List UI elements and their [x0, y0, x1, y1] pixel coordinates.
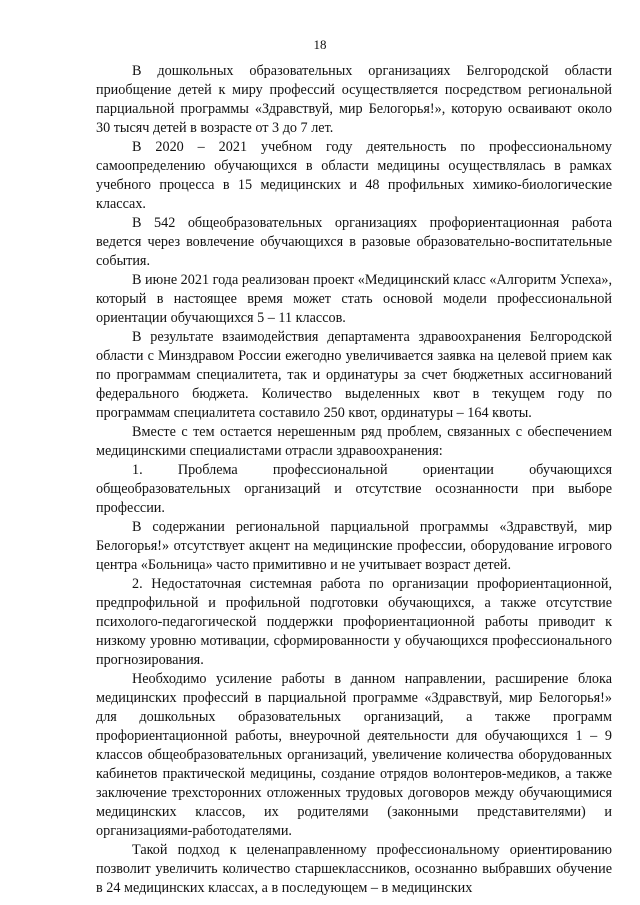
paragraph-preschool-programs: В дошкольных образовательных организациях Белгородской области приобщение детей к миру профессий осуществляется посредством региональной парциальной программы «Здравствуй, мир Белогорья!», которую осваивают около 30 тысяч детей в возрасте от 3 до 7 лет.	[96, 63, 612, 136]
body-text	[96, 62, 612, 898]
paragraph-problem-2: 2. Недостаточная системная работа по организации профориентационной, предпрофильной и профильной подготовки обучающихся, а также отсутствие психолого-педагогической поддержки профориентационной работы приводит к низкому уровню мотивации, сформированности у обучающихся профессионального прогнозирования.	[96, 576, 612, 668]
paragraph-career-guidance: В 542 общеобразовательных организациях профориентационная работа ведется через вовлечение обучающихся в разовые образовательно-воспитательные события.	[96, 215, 612, 269]
paragraph-targeted-admission: В результате взаимодействия департамента здравоохранения Белгородской области с Минздравом России ежегодно увеличивается заявка на целевой прием как по программам специалитета, так и ординатуры за счет бюджетных ассигнований федерального бюджета. Количество выделенных квот в текущем году по программам специалитета составило 250 квот, ординатуры – 164 квоты.	[96, 329, 612, 421]
paragraph-unresolved-problems: Вместе с тем остается нерешенным ряд проблем, связанных с обеспечением медицинскими специалистами отрасли здравоохранения:	[96, 424, 612, 459]
paragraph-problem-1: 1. Проблема профессиональной ориентации обучающихся общеобразовательных организаций и отсутствие осознанности при выборе профессии.	[96, 462, 612, 516]
paragraph-medical-class-project: В июне 2021 года реализован проект «Медицинский класс «Алгоритм Успеха», который в настоящее время может стать основой модели профессиональной ориентации обучающихся 5 – 11 классов.	[96, 272, 612, 326]
paragraph-school-year-medicine: В 2020 – 2021 учебном году деятельность по профессиональному самоопределению обучающихся в области медицины осуществлялась в рамках учебного процесса в 15 медицинских и 48 профильных химико-биологические классах.	[96, 139, 612, 212]
paragraph-required-measures: Необходимо усиление работы в данном направлении, расширение блока медицинских профессий в парциальной программе «Здравствуй, мир Белогорья!» для дошкольных образовательных организаций, а также программ профориентационной работы, внеурочной деятельности для обучающихся 1 – 9 классов общеобразовательных организаций, увеличение количества оборудованных кабинетов практической медицины, создание отрядов волонтеров-медиков, а также заключение трехсторонних отложенных трудовых договоров между обучающимися медицинских классов, их родителями (законными представителями) и организациями-работодателями.	[96, 671, 612, 839]
paragraph-regional-program-content: В содержании региональной парциальной программы «Здравствуй, мир Белогорья!» отсутствует акцент на медицинские профессии, оборудование игрового центра «Больница» часто примитивно и не учитывает возраст детей.	[96, 519, 612, 573]
paragraph-approach-outcome: Такой подход к целенаправленному профессиональному ориентированию позволит увеличить количество старшеклассников, осознанно выбравших обучение в 24 медицинских классах, а в последующем – в медицинских	[96, 842, 612, 896]
page-number: 18	[313, 37, 327, 52]
